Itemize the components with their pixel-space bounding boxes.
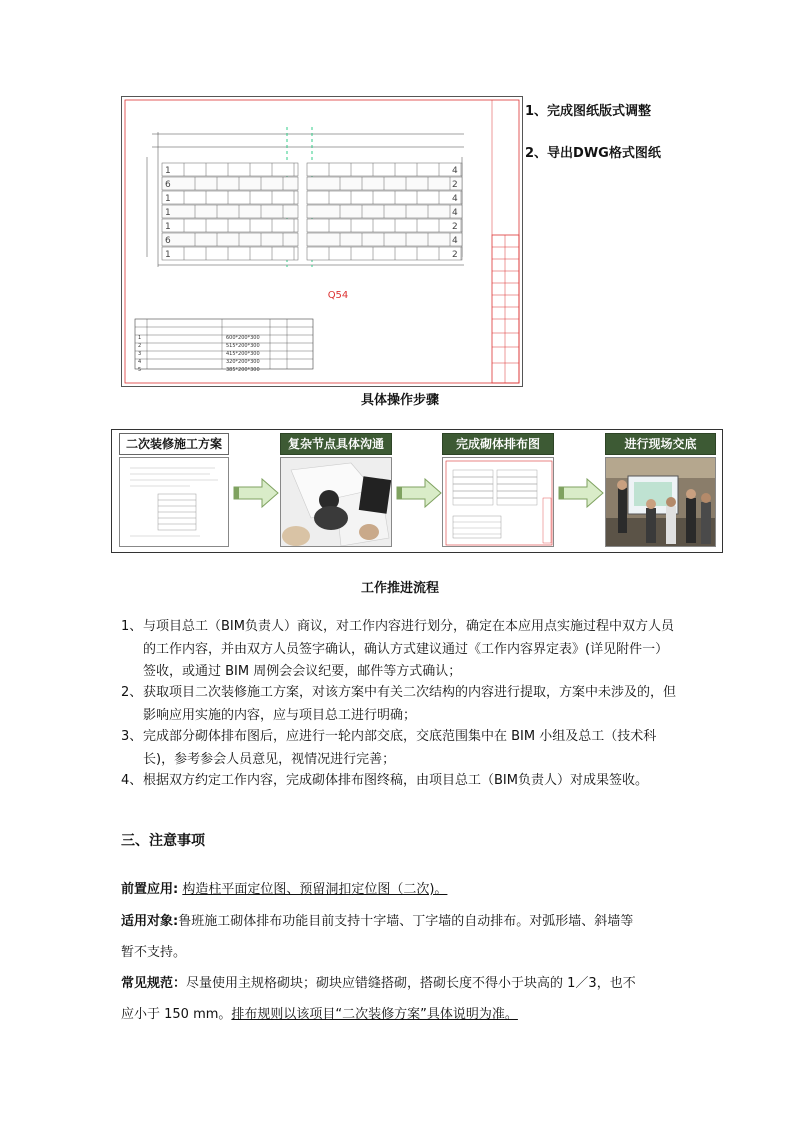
- list-item-number: 1、: [121, 619, 143, 634]
- mini-brick-row: [453, 484, 493, 491]
- cad-drawing: [121, 96, 523, 387]
- list-item-text: 根据双方约定工作内容，完成砌体排布图终稿，由项目总工（BIM负责人）对成果签收。: [143, 773, 648, 788]
- note-label: 适用对象:: [121, 914, 179, 929]
- caption-operation: 具体操作步骤: [360, 393, 439, 408]
- table-cell: 415*200*300: [226, 351, 260, 357]
- list-item: [121, 616, 677, 684]
- mini-brick-row: [497, 498, 537, 505]
- note-text: 鲁班施工砌体排布功能目前支持十字墙、丁字墙的自动排布。对弧形墙、斜墙等: [178, 914, 634, 929]
- arrow-right-icon: [557, 477, 605, 509]
- note-target: [121, 906, 677, 968]
- flow-step-1-title: 二次装修施工方案: [119, 433, 229, 455]
- note-rule: [121, 968, 677, 1030]
- brick-grid: [162, 163, 462, 260]
- brick-count: 1: [165, 166, 171, 176]
- note-text: 排布规则以该项目“二次装修方案”具体说明为准。: [231, 1007, 518, 1022]
- list-item-number: 2、: [121, 685, 143, 700]
- flow-step-2-photo: [280, 457, 392, 547]
- brick-count: 4: [452, 166, 458, 176]
- mini-brick-row: [497, 477, 537, 484]
- list-item-number: 4、: [121, 773, 143, 788]
- flow-step-1-document: [119, 457, 229, 547]
- brick-count: 4: [452, 236, 458, 246]
- list-item: [121, 682, 677, 727]
- brick-row: [162, 191, 298, 204]
- note-text: 尽量使用主规格砌块；砌块应错缝搭砌，搭砌长度不得小于块高的 1／3，也不: [186, 976, 636, 991]
- list-item-text: 与项目总工（BIM负责人）商议，对工作内容进行划分，确定在本应用点实施过程中双方人员的工作内容，并由双方人员签字确认，确认方式建议通过《工作内容界定表》(详见附件一）签收，或通过 BIM 周例会会议纪要，邮件等方式确认；: [143, 619, 674, 679]
- brick-row: [162, 177, 298, 190]
- table-cell: 2: [138, 343, 142, 349]
- caption-flow: 工作推进流程: [360, 581, 439, 596]
- brick-count: 2: [452, 250, 458, 260]
- mini-brick-row: [453, 498, 493, 505]
- table-cell: 5: [138, 367, 142, 373]
- section-title: 三、注意事项: [121, 833, 205, 849]
- workflow-diagram: [111, 429, 723, 553]
- list-item: [121, 726, 677, 771]
- brick-row: [307, 233, 462, 246]
- list-item-text: 获取项目二次装修施工方案，对该方案中有关二次结构的内容进行提取，方案中未涉及的，但影响应用实施的内容，应与项目总工进行明确；: [143, 685, 677, 723]
- table-cell: 1: [138, 335, 142, 341]
- material-table: [135, 319, 313, 373]
- brick-row: [162, 233, 298, 246]
- mini-brick-row: [453, 477, 493, 484]
- brick-count: 4: [452, 194, 458, 204]
- cad-svg: [122, 97, 522, 386]
- mini-brick-row: [453, 491, 493, 498]
- note-text: 暂不支持。: [121, 945, 187, 960]
- brick-count: 1: [165, 208, 171, 218]
- table-cell: 4: [138, 359, 142, 365]
- mini-brick-row: [497, 470, 537, 477]
- flow-step-3-drawing: [442, 457, 554, 547]
- table-cell: 3: [138, 351, 142, 357]
- arrow-right-icon: [395, 477, 443, 509]
- note-label: 前置应用:: [121, 882, 179, 897]
- brick-count: 2: [452, 180, 458, 190]
- list-item-text: 完成部分砌体排布图后，应进行一轮内部交底，交底范围集中在 BIM 小组及总工（技术科长)，参考参会人员意见，视情况进行完善；: [143, 729, 657, 767]
- brick-row: [162, 163, 298, 176]
- brick-count: 1: [165, 222, 171, 232]
- side-step-2: 2、导出DWG格式图纸: [525, 146, 661, 161]
- brick-row: [162, 205, 298, 218]
- brick-count: 6: [165, 236, 171, 246]
- brick-count: 6: [165, 180, 171, 190]
- mini-brick-row: [497, 491, 537, 498]
- note-text: 应小于 150 mm。: [121, 1007, 232, 1022]
- table-cell: 385*200*300: [226, 367, 260, 373]
- brick-count: 1: [165, 194, 171, 204]
- flow-step-4-photo: [605, 457, 716, 547]
- table-cell: 515*200*300: [226, 343, 260, 349]
- note-prerequisite: [121, 874, 677, 905]
- table-cell: 320*200*300: [226, 359, 260, 365]
- brick-row: [307, 205, 462, 218]
- drawing-label: Q54: [327, 290, 349, 301]
- flow-step-2-title: 复杂节点具体沟通: [280, 433, 392, 455]
- brick-row: [307, 177, 462, 190]
- brick-row: [162, 219, 298, 232]
- brick-count: 4: [452, 208, 458, 218]
- list-item: [121, 770, 677, 793]
- brick-count: 1: [165, 250, 171, 260]
- arrow-right-icon: [232, 477, 280, 509]
- mini-brick-row: [453, 470, 493, 477]
- table-cell: 600*200*300: [226, 335, 260, 341]
- mini-brick-row: [497, 484, 537, 491]
- note-text: 构造柱平面定位图、预留洞扣定位图（二次)。: [182, 882, 448, 897]
- side-step-1: 1、完成图纸版式调整: [525, 104, 652, 119]
- note-label: 常见规范：: [121, 976, 187, 991]
- brick-count: 2: [452, 222, 458, 232]
- brick-row: [162, 247, 298, 260]
- flow-step-4-title: 进行现场交底: [605, 433, 716, 455]
- flow-step-3-title: 完成砌体排布图: [442, 433, 554, 455]
- list-item-number: 3、: [121, 729, 143, 744]
